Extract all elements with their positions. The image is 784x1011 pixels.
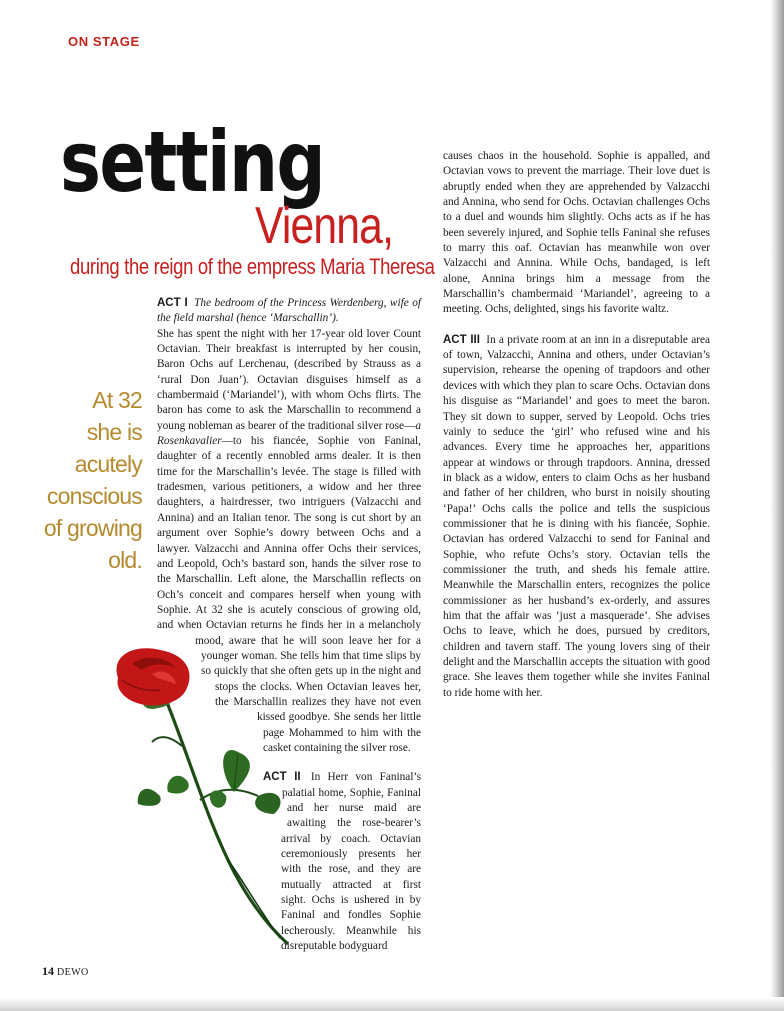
pull-quote-line: conscious xyxy=(46,483,142,509)
act-one-label: ACT I xyxy=(157,297,188,309)
headline-subtitle: during the reign of the empress Maria Theresa xyxy=(70,254,435,279)
act-two-continued: causes chaos in the household. Sophie is appalled, and Octavian vows to prevent the marriage. Their love duet is abruptly ended when they are apprehended by Valzacchi and Annina, who send for Ochs. Octavian challenges Ochs to a duel and wounds him slightly. Ochs acts as if he has been severely injured, and Sophie tells Faninal she refuses to marry this oaf. Octavian has meanwhile won over Valzacchi and Annina. While Ochs, bandaged, is left alone, Annina brings him a message from the Marschallin’s chambermaid ‘Mariandel’, agreeing to a meeting. Ochs, delighted, sings his favorite waltz. xyxy=(443,150,710,316)
act-two-label: ACT II xyxy=(263,771,301,784)
act-one-setting: The bedroom of the Princess Werdenberg, wife of the field marshal (hence ‘Marschallin’). xyxy=(157,297,421,325)
pull-quote-line: of growing xyxy=(43,515,142,541)
act-three-text: In a private room at an inn in a disreputable area of town, Valzacchi, Annina and others, under Octavian’s supervision, rehearse the opening of trapdoors and other devices with which they plan to scare Ochs. Octavian dons his disguise as “Mariandel’ and goes to meet the baron. They sit down to supper, served by Leopold. Ochs tries vainly to seduce the ‘girl’ who refused wine and his advances. Every time he approaches her, apparitions appear at windows or through trapdoors. Annina, dressed in black as a widow, enters to claim Ochs as her husband and father of her children, who burst in noisily shouting ‘Papa!’ Ochs calls the police and tells the suspicious commissioner that he is dining with his fiancée, Sophie. Octavian has ordered Valzacchi to send for Faninal and Sophie, who refute Ochs’s story. Octavian tells the commissioner the truth, and sheds his female attire. Meanwhile the Marschallin enters, recognizes the police commissioner as her husband’s ex-orderly, and assures him that the affair was ‘just a masquerade’. She advises Ochs to leave, which he does, pursued by creditors, children and tavern staff. The young lovers sing of their delight and the Marschallin accepts the situation with good grace. She leaves them together while she invites Faninal to ride home with her. xyxy=(443,333,710,699)
wrap-spacer xyxy=(157,952,281,967)
red-rose-illustration xyxy=(108,646,294,946)
article-column-right xyxy=(443,149,710,701)
page-bottom-edge xyxy=(0,997,784,1011)
act-two-text: In Herr von Faninal’s palatial home, Sophie, Faninal and her nurse maid are awaiting the rose-bearer’s arrival by coach. Octavian ceremoniously presents her with the rose, and they are mutually attracted at first sight. Ochs is ushered in by Faninal and fondles Sophie lecherously. Meanwhile his disreputable bodyguard xyxy=(281,771,421,953)
headline-vienna: Vienna, xyxy=(255,197,394,255)
page-edge-shadow xyxy=(770,0,784,1011)
pull-quote-line: she is xyxy=(86,419,142,445)
magazine-name: DEWO xyxy=(57,967,89,978)
pull-quote-line: At 32 xyxy=(92,387,142,413)
page-number: 14 xyxy=(42,964,54,978)
pull-quote xyxy=(40,384,142,576)
act-one-text: She has spent the night with her 17-year old lover Count Octavian. Their breakfast is interrupted by her cousin, Baron Ochs auf Lerchenau, (described by Strauss as a ‘rural Don Juan’). Octavian disguises himself as a chambermaid (‘Mariandel’), with whom Ochs flirts. The baron has come to ask the Marschallin to recommend a young nobleman as bearer of the traditional silver rose— xyxy=(157,327,421,432)
section-label: ON STAGE xyxy=(68,34,140,49)
page-folio xyxy=(42,964,89,979)
wrap-spacer xyxy=(157,967,287,982)
act-three-paragraph xyxy=(443,333,710,701)
act-three-label: ACT III xyxy=(443,333,480,346)
act-one-text-cont: —to his fiancée, Sophie von Faninal, daughter of a recently ennobled arms dealer. It is then time for the Marschallin’s levée. The stage is filled with tradesmen, various petitioners, a widow and her three daughters, a hairdresser, two intriguers (Valzacchi and Annina) and an Italian tenor. The song is cut short by an argument over Sophie’s dowry between Ochs and a lawyer. Valzacchi and Annina offer Ochs their services, and Leopold, Och’s bastard son, hands the silver rose to the Marschallin. Left alone, the Marschallin reflects on Och’s conceit and compares herself when young with Sophie. At 32 she is acutely conscious of growing old, and when Octavian returns he finds her in a melancholy mood, aware that he will soon leave her for a younger woman. She tells him that time slips by so quickly that she often gets up in the night and stops the clocks. When Octavian leaves her, the Marschallin realizes they have not even kissed goodbye. She sends her little page Mohammed to him with the casket containing the silver rose. xyxy=(157,435,421,754)
pull-quote-line: acutely xyxy=(74,451,142,477)
headline-setting: setting xyxy=(60,113,325,211)
rosenkavalier-term: a Rosenkavalier xyxy=(157,419,421,448)
pull-quote-line: old. xyxy=(108,547,142,573)
